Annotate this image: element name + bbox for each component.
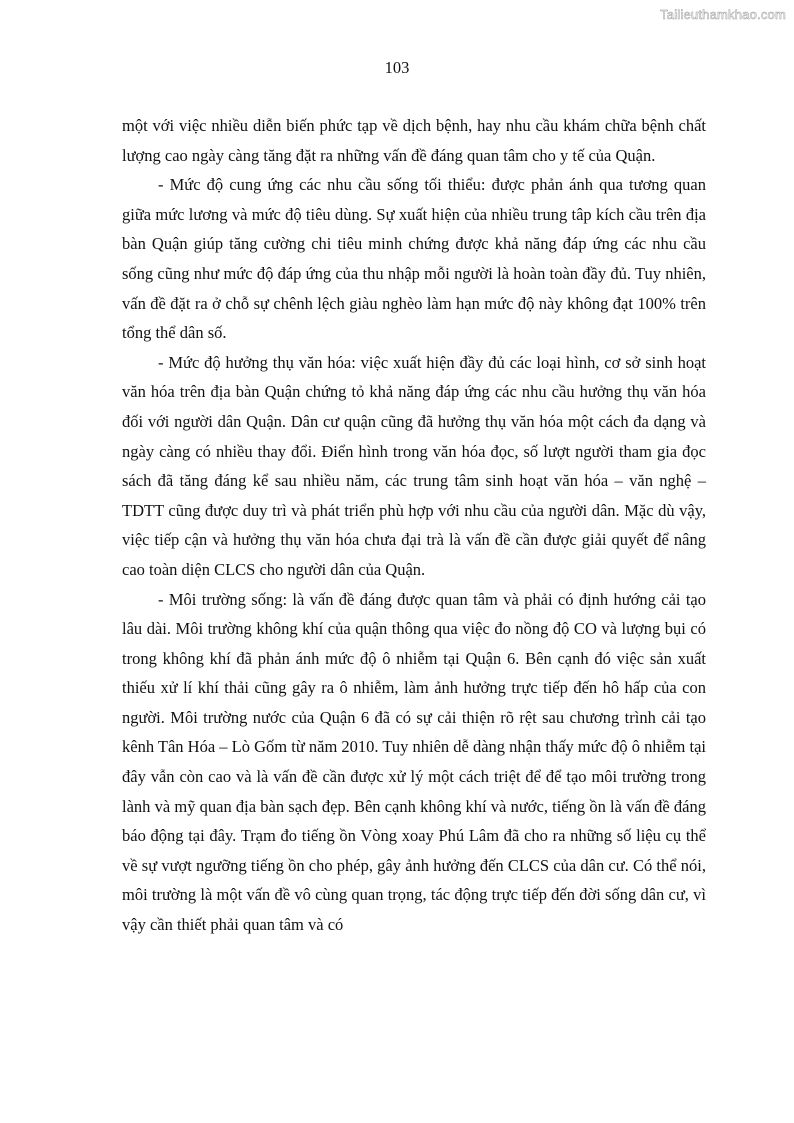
page-number: 103: [384, 58, 410, 77]
paragraph-cultural-enjoyment: - Mức độ hưởng thụ văn hóa: việc xuất hiện đầy đủ các loại hình, cơ sở sinh hoạt văn hóa trên địa bàn Quận chứng tỏ khả năng đáp ứng các nhu cầu hưởng thụ văn hóa đối với người dân Quận. Dân cư quận cũng đã hưởng thụ văn hóa một cách đa dạng và ngày càng có nhiều thay đổi. Điển hình trong văn hóa đọc, số lượt người tham gia đọc sách đã tăng đáng kể sau nhiều năm, các trung tâm sinh hoạt văn hóa – văn nghệ – TDTT cũng được duy trì và phát triển phù hợp với nhu cầu của người dân. Mặc dù vậy, việc tiếp cận và hưởng thụ văn hóa chưa đại trà là vấn đề cần được giải quyết để nâng cao toàn diện CLCS cho người dân của Quận.: [122, 352, 706, 579]
paragraph-continuation: một với việc nhiều diễn biến phức tạp về dịch bệnh, hay nhu cầu khám chữa bệnh chất lượng cao ngày càng tăng đặt ra những vấn đề đáng quan tâm cho y tế của Quận.: [122, 116, 706, 165]
paragraph-minimum-living-needs: - Mức độ cung ứng các nhu cầu sống tối thiểu: được phản ánh qua tương quan giữa mức lương và mức độ tiêu dùng. Sự xuất hiện của nhiều trung tâp kích cầu trên địa bàn Quận giúp tăng cường chi tiêu minh chứng được khả năng đáp ứng các nhu cầu sống cũng như mức độ đáp ứng của thu nhập mỗi người là hoàn toàn đầy đủ. Tuy nhiên, vấn đề đặt ra ở chỗ sự chênh lệch giàu nghèo làm hạn mức độ này không đạt 100% trên tổng thể dân số.: [122, 175, 706, 343]
watermark-text: Tailieuthamkhao.com: [660, 7, 786, 22]
document-body: [122, 111, 706, 940]
paragraph-living-environment: - Môi trường sống: là vấn đề đáng được quan tâm và phải có định hướng cải tạo lâu dài. Môi trường không khí của quận thông qua việc đo nồng độ CO và lượng bụi có trong không khí đã phản ánh mức độ ô nhiễm tại Quận 6. Bên cạnh đó việc sản xuất thiếu xử lí khí thải cũng gây ra ô nhiễm, làm ảnh hưởng trực tiếp đến hô hấp của con người. Môi trường nước của Quận 6 đã có sự cải thiện rõ rệt sau chương trình cải tạo kênh Tân Hóa – Lò Gốm từ năm 2010. Tuy nhiên dễ dàng nhận thấy mức độ ô nhiễm tại đây vẫn còn cao và là vấn đề cần được xử lý một cách triệt để để tạo môi trường trong lành và mỹ quan địa bàn sạch đẹp. Bên cạnh không khí và nước, tiếng ồn là vấn đề đáng báo động tại đây. Trạm đo tiếng ồn Vòng xoay Phú Lâm đã cho ra những số liệu cụ thể về sự vượt ngưỡng tiếng ồn cho phép, gây ảnh hưởng đến CLCS của dân cư. Có thể nói, môi trường là một vấn đề vô cùng quan trọng, tác động trực tiếp đến đời sống dân cư, vì vậy cần thiết phải quan tâm và có: [122, 589, 707, 935]
